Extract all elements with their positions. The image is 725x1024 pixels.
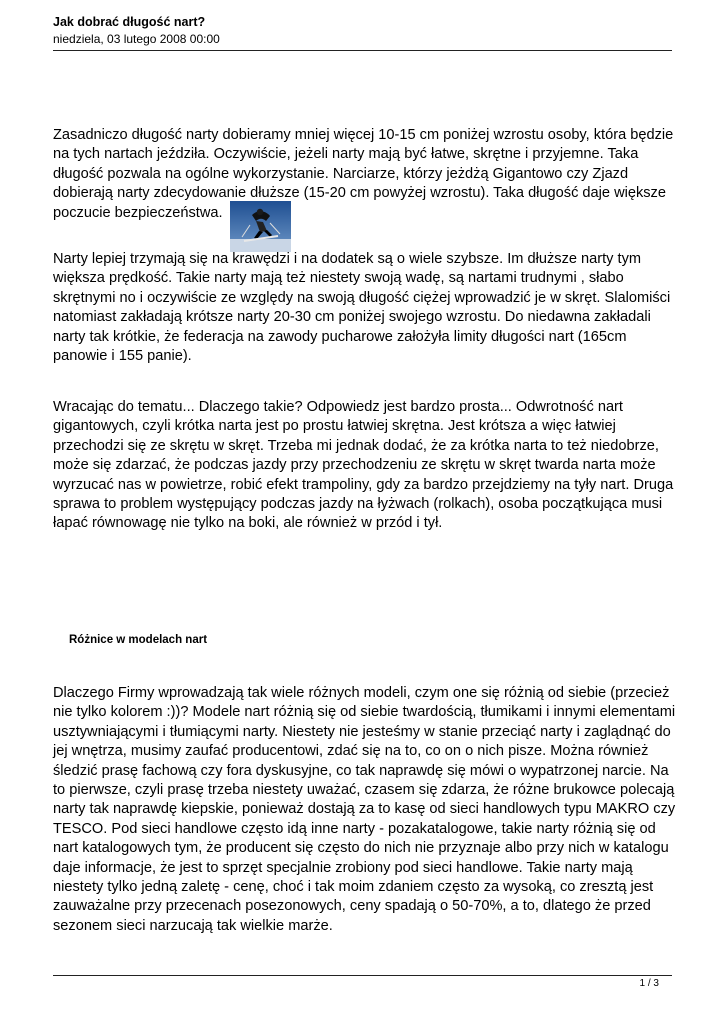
skier-photo (230, 201, 291, 252)
paragraph-short-skis: Wracając do tematu... Dlaczego takie? Odpowiedz jest bardzo prosta... Odwrotność nart gigantowych, czyli krótka narta jest po prostu łatwiej skrętna. Jest krótsza a więc łatwiej przechodzi się ze skrętu w skręt. Trzeba mi jednak dodać, że za krótka narta to też niedobrze, może się zdarzać, że podczas jazdy przy przechodzeniu ze skrętu w skręt twarda narta może wyrzucać nas w powietrze, robić efekt trampoliny, gdy za bardzo przejdziemy na tyły nart. Druga sprawa to problem występujący podczas jazdy na łyżwach (rolkach), osoba początkująca musi łapać równowagę nie tylko na boki, ale również w przód i tył. (53, 399, 674, 532)
paragraph-models: Dlaczego Firmy wprowadzają tak wiele różnych modeli, czym one się różnią od siebie (przecież nie tylko kolorem :))? Modele nart różnią się od siebie twardością, tłumikami i innymi elementami usztywniającymi i tłumiącymi narty. Niestety nie jesteśmy w stanie przeciąć narty i zaglądnąć do jej wnętrza, musimy zaufać producentowi, zdać się na to, co on o nich pisze. Można również śledzić prasę fachową czy fora dyskusyjne, co tak naprawdę się mówi o wypatrzonej narcie. Na to pierwsze, czyli prasę trzeba niestety uważać, czasem się zdarza, że różne brukowce polecają narty tak naprawdę kiepskie, ponieważ dostają za to kasę od sieci handlowych typu MAKRO czy TESCO. Pod sieci handlowe często idą inne narty - pozakatalogowe, takie narty różnią się od nart katalogowych tym, że producent się często do nich nie przyznaje albo przy nich w katalogu daje informacje, że jest to sprzęt specjalnie zrobiony pod sieci handlowe. Takie narty mają niestety tylko jedną zaletę - cenę, choć i tak moim zdaniem często za wysoką, co zresztą jest zauważalne przy przecenach posezonowych, ceny spadają o 50-70%, a to, dlatego że przed sezonem sieci narzucają tak wielkie marże. (53, 685, 676, 934)
section-heading: Różnice w modelach nart (69, 634, 208, 646)
paragraph-intro: Zasadniczo długość narty dobieramy mniej więcej 10-15 cm poniżej wzrostu osoby, która będzie na tych nartach jeździła. Oczywiście, jeżeli narty mają być łatwe, skrętne i przyjemne. Taka długość pozwala na ogólne wykorzystanie. Narciarze, którzy jeżdżą Gigantowo czy Zjazd dobierają narty zdecydowanie dłuższe (15-20 cm powyżej wzrostu). Taka długość daje większe poczucie bezpieczeństwa. (53, 127, 674, 221)
header-divider (53, 50, 672, 51)
paragraph-long-skis: Narty lepiej trzymają się na krawędzi i na dodatek są o wiele szybsze. Im dłuższe narty tym większa prędkość. Takie narty mają też niestety swoją wadę, są nartami trudnymi , słabo skrętnymi no i oczywiście ze względy na swoją długość ciężej wprowadzić je w skręt. Slalomiści natomiast zakładają krótsze narty 20-30 cm poniżej swojego wzrostu. Do niedawna zakładali narty tak krótkie, że federacja na zawody pucharowe założyła limity długości nart (165cm panowie i 155 panie). (53, 251, 671, 365)
footer-divider (53, 975, 672, 976)
page-number: 1 / 3 (639, 978, 659, 989)
page-title: Jak dobrać długość nart? (53, 15, 206, 29)
publish-date: niedziela, 03 lutego 2008 00:00 (53, 32, 220, 46)
